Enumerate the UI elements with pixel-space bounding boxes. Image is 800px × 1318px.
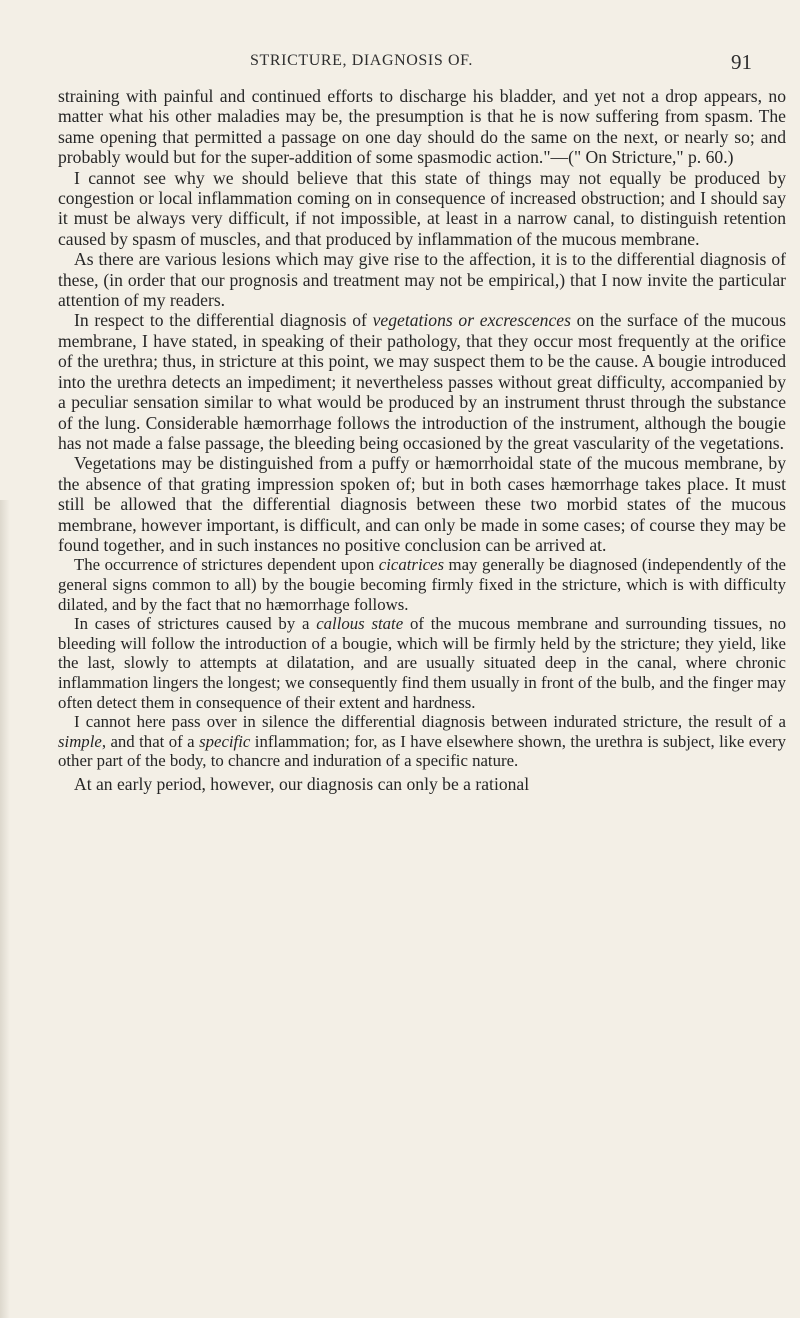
italic-phrase: vegetations or excrescences	[372, 310, 571, 331]
text-segment: I cannot here pass over in silence the differential diagnosis between indurated stricture, the result of a	[74, 712, 786, 732]
text-segment: straining with painful and continued efforts to discharge his bladder, and yet not a drop appears, no matter what his other maladies may be, the presumption is that he is now suffering from spasm. The same opening that permitted a passage on one day should do the same on the next, or nearly so; and probably would but for the super-addition of some spasmodic action."—(" On Stricture," p. 60.)	[58, 86, 786, 168]
paragraph-1	[58, 86, 786, 168]
text-segment: The occurrence of strictures dependent upon	[74, 555, 379, 575]
paragraph-4	[58, 310, 786, 453]
text-segment: In respect to the differential diagnosis of	[74, 310, 373, 331]
text-segment: At an early period, however, our diagnosis can only be a rational	[74, 773, 530, 794]
paragraph-7	[58, 614, 786, 712]
paragraph-2	[58, 168, 786, 250]
text-segment: Vegetations may be distinguished from a puffy or hæmorrhoidal state of the mucous membrane, by the absence of that grating impression spoken of; but in both cases hæmorrhage takes place. It must still be allowed that the differential diagnosis between these two morbid states of the mucous membrane, however important, is difficult, and can only be made in some cases; of course they may be found together, and in such instances no positive conclusion can be arrived at.	[58, 453, 786, 555]
text-segment: , and that of a	[101, 731, 200, 751]
running-header	[60, 52, 780, 76]
text-segment: on the surface of the mucous membrane, I have stated, in speaking of their pathology, that they occur most frequently at the orifice of the urethra; thus, in stricture at this point, we may suspect them to be the cause. A bougie introduced into the urethra detects an impediment; it nevertheless passes without great difficulty, accompanied by a peculiar sensation similar to what would be produced by an instrument thrust through the substance of the lung. Considerable hæmorrhage follows the introduction of the instrument, although the bougie has not made a false passage, the bleeding being occasioned by the great vascularity of the vegetations.	[58, 310, 786, 453]
italic-phrase: callous state	[316, 614, 404, 634]
italic-phrase: specific	[199, 731, 251, 751]
paragraph-5	[58, 453, 786, 555]
body-text	[58, 86, 786, 794]
paragraph-3	[58, 249, 786, 310]
text-segment: As there are various lesions which may give rise to the affection, it is to the differential diagnosis of these, (in order that our prognosis and treatment may not be empirical,) that I now invite the particular attention of my readers.	[58, 249, 786, 311]
text-segment: may generally be diagnosed (independently of the general signs common to all) by the bougie becoming firmly fixed in the stricture, which is with difficulty dilated, and by the fact that no hæmorrhage follows.	[58, 555, 786, 614]
text-segment: inflammation; for, as I have elsewhere shown, the urethra is subject, like every other part of the body, to chancre and induration of a specific nature.	[58, 731, 787, 771]
italic-phrase: cicatrices	[378, 555, 445, 575]
text-segment: I cannot see why we should believe that this state of things may not equally be produced by congestion or local inflammation coming on in consequence of increased obstruction; and I should say it must be always very difficult, if not impossible, at least in a narrow canal, to distinguish retention caused by spasm of muscles, and that produced by inflammation of the mucous membrane.	[58, 167, 786, 249]
paragraph-9	[58, 774, 786, 794]
paragraph-6	[58, 555, 786, 614]
running-title: STRICTURE, DIAGNOSIS OF.	[250, 52, 473, 69]
italic-phrase: simple	[58, 731, 102, 751]
page-number: 91	[731, 50, 752, 74]
text-segment: In cases of strictures caused by a	[74, 614, 317, 634]
paragraph-8	[58, 712, 786, 771]
page-edge-shadow	[0, 500, 10, 1318]
text-segment: of the mucous membrane and surrounding tissues, no bleeding will follow the introduction of a bougie, which will be firmly held by the stricture; they yield, like the last, slowly to attempts at dilatation, and are usually situated deep in the canal, where chronic inflammation lingers the longest; we consequently find them usually in front of the bulb, and the finger may often detect them in consequence of their extent and hardness.	[58, 614, 786, 712]
